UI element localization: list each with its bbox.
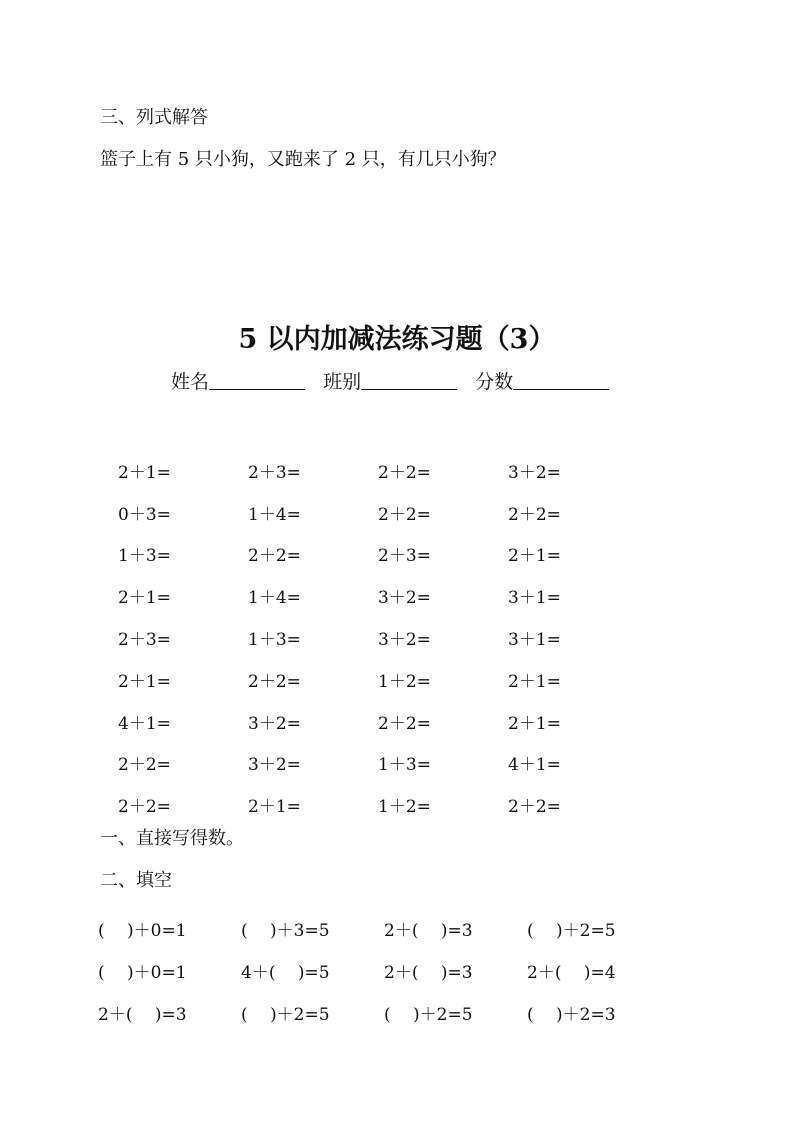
direct-write-heading: 一、直接写得数。 [100,828,244,849]
problem-cell: 1＋4= [248,588,301,609]
score-label: 分数 [475,371,514,393]
fill-blank-cell: ( )＋2=5 [241,1005,330,1025]
problem-cell: 2＋1= [248,797,301,818]
student-info-row [171,369,631,395]
problem-cell: 4＋1= [508,755,561,776]
problem-cell: 1＋4= [248,504,301,525]
fill-blank-cell: ( )＋2=3 [527,1005,616,1025]
problem-cell: 0＋3= [118,504,171,525]
class-field [323,369,457,395]
problem-cell: 1＋2= [378,797,431,818]
problem-row [118,661,638,703]
problem-row [118,703,638,745]
fill-blank-cell: ( )＋0=1 [98,921,187,941]
problem-cell: 4＋1= [118,713,171,734]
problem-cell: 2＋2= [118,797,171,818]
problem-cell: 3＋2= [248,755,301,776]
fill-blank-row [98,910,678,952]
name-label: 姓名 [171,371,210,393]
problem-cell: 3＋2= [378,630,431,651]
problem-row [118,577,638,619]
problem-cell: 2＋1= [118,671,171,692]
worksheet-title: 5 以内加减法练习题（3） [238,324,556,355]
problem-cell: 3＋2= [508,462,561,483]
class-label: 班别 [323,371,362,393]
fill-blank-row [98,952,678,994]
problem-cell: 1＋3= [378,755,431,776]
score-field [475,369,609,395]
problem-cell: 2＋2= [118,755,171,776]
problem-cell: 2＋2= [248,671,301,692]
direct-problems-grid [118,452,638,818]
problem-cell: 2＋3= [248,462,301,483]
problem-cell: 3＋2= [378,588,431,609]
fill-blank-cell: 2＋( )=4 [527,963,616,983]
problem-row [118,745,638,787]
problem-cell: 2＋3= [118,630,171,651]
problem-cell: 3＋2= [248,713,301,734]
fill-blank-problems [98,910,678,1028]
name-field [171,369,305,395]
score-blank-line [513,369,609,390]
problem-cell: 1＋3= [248,630,301,651]
problem-row [118,786,638,828]
problem-cell: 2＋2= [508,797,561,818]
name-blank-line [209,369,305,390]
fill-blank-cell: ( )＋2=5 [527,921,616,941]
problem-row [118,619,638,661]
problem-cell: 2＋2= [378,504,431,525]
problem-cell: 2＋1= [508,713,561,734]
fill-blank-cell: 2＋( )=3 [384,921,473,941]
problem-row [118,494,638,536]
problem-cell: 3＋1= [508,630,561,651]
problem-cell: 2＋2= [378,462,431,483]
fill-blank-cell: ( )＋0=1 [98,963,187,983]
problem-cell: 1＋3= [118,546,171,567]
word-problem-text: 篮子上有 5 只小狗，又跑来了 2 只，有几只小狗？ [100,149,506,170]
problem-cell: 2＋1= [508,671,561,692]
fill-blank-cell: 4＋( )=5 [241,963,330,983]
problem-cell: 2＋2= [248,546,301,567]
word-problem-heading: 三、列式解答 [100,107,208,128]
problem-cell: 2＋1= [118,462,171,483]
fill-blank-row [98,994,678,1036]
fill-blank-heading: 二、填空 [100,870,172,891]
problem-row [118,452,638,494]
problem-row [118,536,638,578]
problem-cell: 1＋2= [378,671,431,692]
problem-cell: 2＋2= [378,713,431,734]
problem-cell: 2＋1= [508,546,561,567]
fill-blank-cell: ( )＋3=5 [241,921,330,941]
problem-cell: 3＋1= [508,588,561,609]
problem-cell: 2＋2= [508,504,561,525]
problem-cell: 2＋3= [378,546,431,567]
fill-blank-cell: 2＋( )=3 [384,963,473,983]
class-blank-line [361,369,457,390]
problem-cell: 2＋1= [118,588,171,609]
fill-blank-cell: 2＋( )=3 [98,1005,187,1025]
fill-blank-cell: ( )＋2=5 [384,1005,473,1025]
